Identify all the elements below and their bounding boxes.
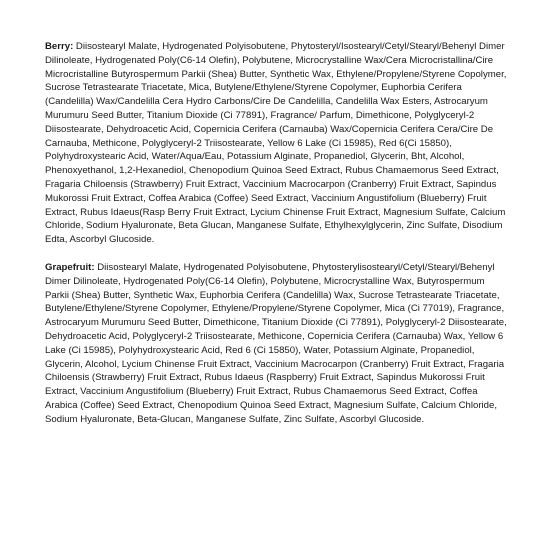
berry-ingredients-text: Diisostearyl Malate, Hydrogenated Polyisobutene, Phytosteryl/Isostearyl/Cetyl/Stearyl/Behenyl Dimer Dilinoleate, Hydrogenated Poly(C6-14 Olefin), Polybutene, Microcrystalline Wax/Cera Microcristallina/Cire Microcristalline Butyrospermum Parkii (Shea) Butter, Synthetic Wax, Ethylene/Propylene/Styrene Copolymer, Sucrose Tetrastearate Triacetate, Mica, Butylene/Ethylene/Styrene Copolymer, Euphorbia Cerifera (Candelilla) Wax/Candelilla Cera Hydro Carbons/Cire De Candelilla, Candelilla Wax Esters, Astrocaryum Murumuru Seed Butter, Titanium Dioxide (Ci 77891), Fragrance/ Parfum, Dimethicone, Polyglyceryl-2 Diisostearate, Dehydroacetic Acid, Copernicia Cerifera (Carnauba) Wax/Copernicia Cerifera Cera/Cire De Carnauba, Methicone, Polyglyceryl-2 Triisostearate, Yellow 6 Lake (Ci 15985), Red 6(Ci 15850), Polyhydroxystearic Acid, Water/Aqua/Eau, Potassium Alginate, Propanediol, Glycerin, Bht, Alcohol, Phenoxyethanol, 1,2-Hexanediol, Chenopodium Quinoa Seed Extract, Rubus Chamaemorus Seed Extract, Fragaria Chiloensis (Strawberry) Fruit Extract, Vaccinium Macrocarpon (Cranberry) Fruit Extract, Sapindus Mukorossi Fruit Extract, Coffea Arabica (Coffee) Seed Extract, Vaccinium Angustifolium (Blueberry) Fruit Extract, Rubus Idaeus(Rasp Berry Fruit Extract, Lycium Chinense Fruit Extract, Magnesium Sulfate, Calcium Chloride, Sodium Hyaluronate, Beta Glucan, Manganese Sulfate, Ethylhexylglycerin, Zinc Sulfate, Disodium Edta, Ascorbyl Glucoside. xyxy=(45,41,507,246)
ingredients-document xyxy=(45,40,507,427)
grapefruit-ingredients-text: Diisostearyl Malate, Hydrogenated Polyisobutene, Phytosterylisostearyl/Cetyl/Stearyl/Behenyl Dimer Dilinoleate, Hydrogenated Poly(C6-14 Olefin), Polybutene, Microcrystalline Wax, Butyrospermum Parkii (Shea) Butter, Synthetic Wax, Euphorbia Cerifera (Candelilla) Wax, Sucrose Tetrastearate Triacetate, Butylene/Ethylene/Styrene Copolymer, Ethylene/Propylene/Styrene Copolymer, Mica (Ci 77019), Fragrance, Astrocaryum Murumuru Seed Butter, Dimethicone, Titanium Dioxide (Ci 77891), Polyglyceryl-2 Diisostearate, Dehydroacetic Acid, Polyglyceryl-2 Triisostearate, Methicone, Copernicia Cerifera (Carnauba) Wax, Yellow 6 Lake (Ci 15985), Polyhydroxystearic Acid, Red 6 (Ci 15850), Water, Potassium Alginate, Propanediol, Glycerin, Alcohol, Lycium Chinense Fruit Extract, Vaccinium Macrocarpon (Cranberry) Fruit Extract, Fragaria Chiloensis (Strawberry) Fruit Extract, Rubus Idaeus (Raspberry) Fruit Extract, Sapindus Mukorossi Fruit Extract, Vaccinium Angustifolium (Blueberry) Fruit Extract, Rubus Chamaemorus Seed Extract, Coffea Arabica (Coffee) Seed Extract, Chenopodium Quinoa Seed Extract, Magnesium Sulfate, Calcium Chloride, Sodium Hyaluronate, Beta-Glucan, Manganese Sulfate, Zinc Sulfate, Ascorbyl Glucoside. xyxy=(45,261,507,425)
berry-ingredients-paragraph xyxy=(45,40,507,247)
grapefruit-ingredients-paragraph xyxy=(45,261,507,427)
berry-label: Berry: xyxy=(45,41,74,52)
grapefruit-label: Grapefruit: xyxy=(45,261,95,273)
